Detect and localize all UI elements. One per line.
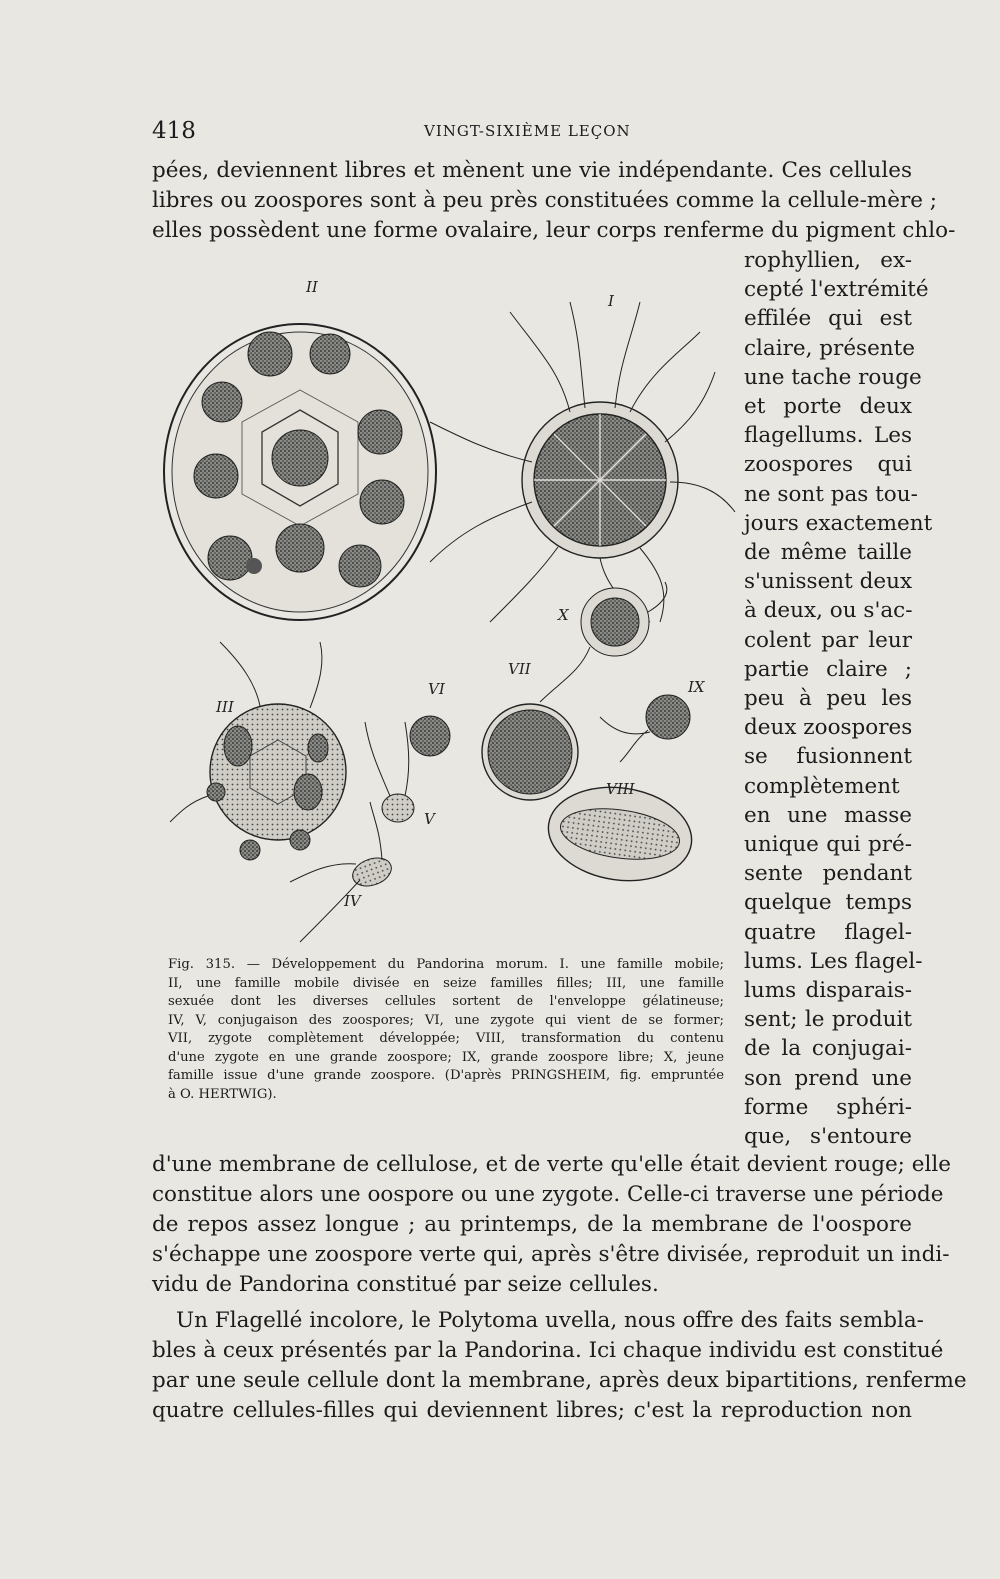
right-column-line: jours exactement <box>744 510 933 536</box>
figure-label-iii: III <box>216 698 234 716</box>
figure-label-vii: VII <box>508 660 531 678</box>
figure-label-i: I <box>608 292 614 310</box>
right-column-line: sent; le produit <box>744 1007 912 1033</box>
body-line: par une seule cellule dont la membrane, après deux bipartitions, renferme <box>152 1368 967 1393</box>
page-header <box>152 118 912 148</box>
figure-label-ix: IX <box>688 678 705 696</box>
body-line: bles à ceux présentés par la Pandorina. Ici chaque individu est constitué <box>152 1338 944 1363</box>
figure-part-vii <box>482 704 578 800</box>
figure-label-x: X <box>558 606 569 624</box>
right-column-line: unique qui pré- <box>744 832 912 857</box>
right-column-line: que, s'entoure <box>744 1124 912 1149</box>
right-column-line: en une masse <box>744 802 912 828</box>
caption-line: II, une famille mobile divisée en seize familles filles; III, une famille <box>168 975 724 991</box>
right-column-line: rophyllien, ex- <box>744 248 912 273</box>
right-column-line: et porte deux <box>744 394 912 419</box>
figure-label-vi: VI <box>428 680 445 698</box>
right-column-line: quelque temps <box>744 890 912 916</box>
figure-part-ix <box>600 695 690 762</box>
right-column-line: claire, présente <box>744 335 916 361</box>
right-column-line: zoospores qui <box>744 452 912 478</box>
figure-part-iii <box>170 642 346 850</box>
right-column-line: quatre flagel- <box>744 919 912 945</box>
right-column-line: à deux, ou s'ac- <box>744 598 913 624</box>
running-head: VINGT-SIXIÈME LEÇON <box>424 122 631 140</box>
right-column-line: effilée qui est <box>744 306 912 332</box>
body-line: s'échappe une zoospore verte qui, après s'être divisée, reproduit un indi- <box>152 1242 950 1267</box>
right-column-line: lums. Les flagel- <box>744 948 923 974</box>
figure-label-iv: IV <box>344 892 361 910</box>
right-column-line: de la conjugai- <box>744 1036 912 1062</box>
body-line: de repos assez longue ; au printemps, de la membrane de l'oospore <box>152 1212 912 1237</box>
figure-part-ii <box>164 324 436 620</box>
right-column-line: colent par leur <box>744 627 912 653</box>
body-line: elles possèdent une forme ovalaire, leur corps renferme du pigment chlo- <box>152 218 956 243</box>
body-line: Un Flagellé incolore, le Polytoma uvella, nous offre des faits sembla- <box>176 1308 924 1333</box>
figure-label-v: V <box>424 810 435 828</box>
right-column-line: cepté l'extrémité <box>744 277 929 303</box>
body-line: d'une membrane de cellulose, et de verte qu'elle était devient rouge; elle <box>152 1152 951 1177</box>
body-line: quatre cellules-filles qui deviennent libres; c'est la reproduction non <box>152 1398 912 1423</box>
figure-label-ii: II <box>306 278 318 296</box>
body-line: constitue alors une oospore ou une zygote. Celle-ci traverse une période <box>152 1182 944 1207</box>
body-line: vidu de Pandorina constitué par seize cellules. <box>152 1272 659 1297</box>
caption-line: VII, zygote complètement développée; VIII, transformation du contenu <box>168 1031 724 1046</box>
figure-part-x <box>540 582 667 702</box>
body-line: pées, deviennent libres et mènent une vie indépendante. Ces cellules <box>152 158 912 183</box>
right-column-line: complètement <box>744 773 900 799</box>
right-column-line: deux zoospores <box>744 715 913 741</box>
right-column-line: partie claire ; <box>744 656 912 682</box>
right-column-line: ne sont pas tou- <box>744 481 918 507</box>
body-line: libres ou zoospores sont à peu près constituées comme la cellule-mère ; <box>152 188 938 213</box>
page-number: 418 <box>152 118 196 144</box>
right-column-line: son prend une <box>744 1065 912 1091</box>
caption-line: d'une zygote en une grande zoospore; IX, grande zoospore libre; X, jeune <box>168 1049 724 1065</box>
caption-line: IV, V, conjugaison des zoospores; VI, une zygote qui vient de se former; <box>168 1012 724 1028</box>
right-column-line: flagellums. Les <box>744 423 912 449</box>
figure-pandorina-development <box>160 262 745 952</box>
right-column-line: lums disparais- <box>744 978 912 1003</box>
right-column-line: peu à peu les <box>744 686 912 711</box>
figure-illustration <box>160 262 745 952</box>
right-column-line: sente pendant <box>744 861 912 887</box>
right-column-line: s'unissent deux <box>744 569 913 595</box>
caption-line: famille issue d'une grande zoospore. (D'après PRINGSHEIM, fig. empruntée <box>168 1068 724 1083</box>
figure-part-i <box>430 302 735 622</box>
caption-line: sexuée dont les diverses cellules sortent de l'enveloppe gélatineuse; <box>168 994 724 1009</box>
right-column-line: une tache rouge <box>744 364 922 390</box>
figure-part-vi <box>410 716 450 756</box>
caption-line: Fig. 315. — Développement du Pandorina morum. I. une famille mobile; <box>168 957 724 972</box>
caption-line: à O. HERTWIG). <box>168 1086 277 1102</box>
right-column-line: se fusionnent <box>744 744 912 770</box>
right-column-line: de même taille <box>744 540 912 565</box>
figure-caption <box>168 956 724 1104</box>
right-column-line: forme sphéri- <box>744 1094 912 1120</box>
figure-label-viii: VIII <box>606 780 635 798</box>
